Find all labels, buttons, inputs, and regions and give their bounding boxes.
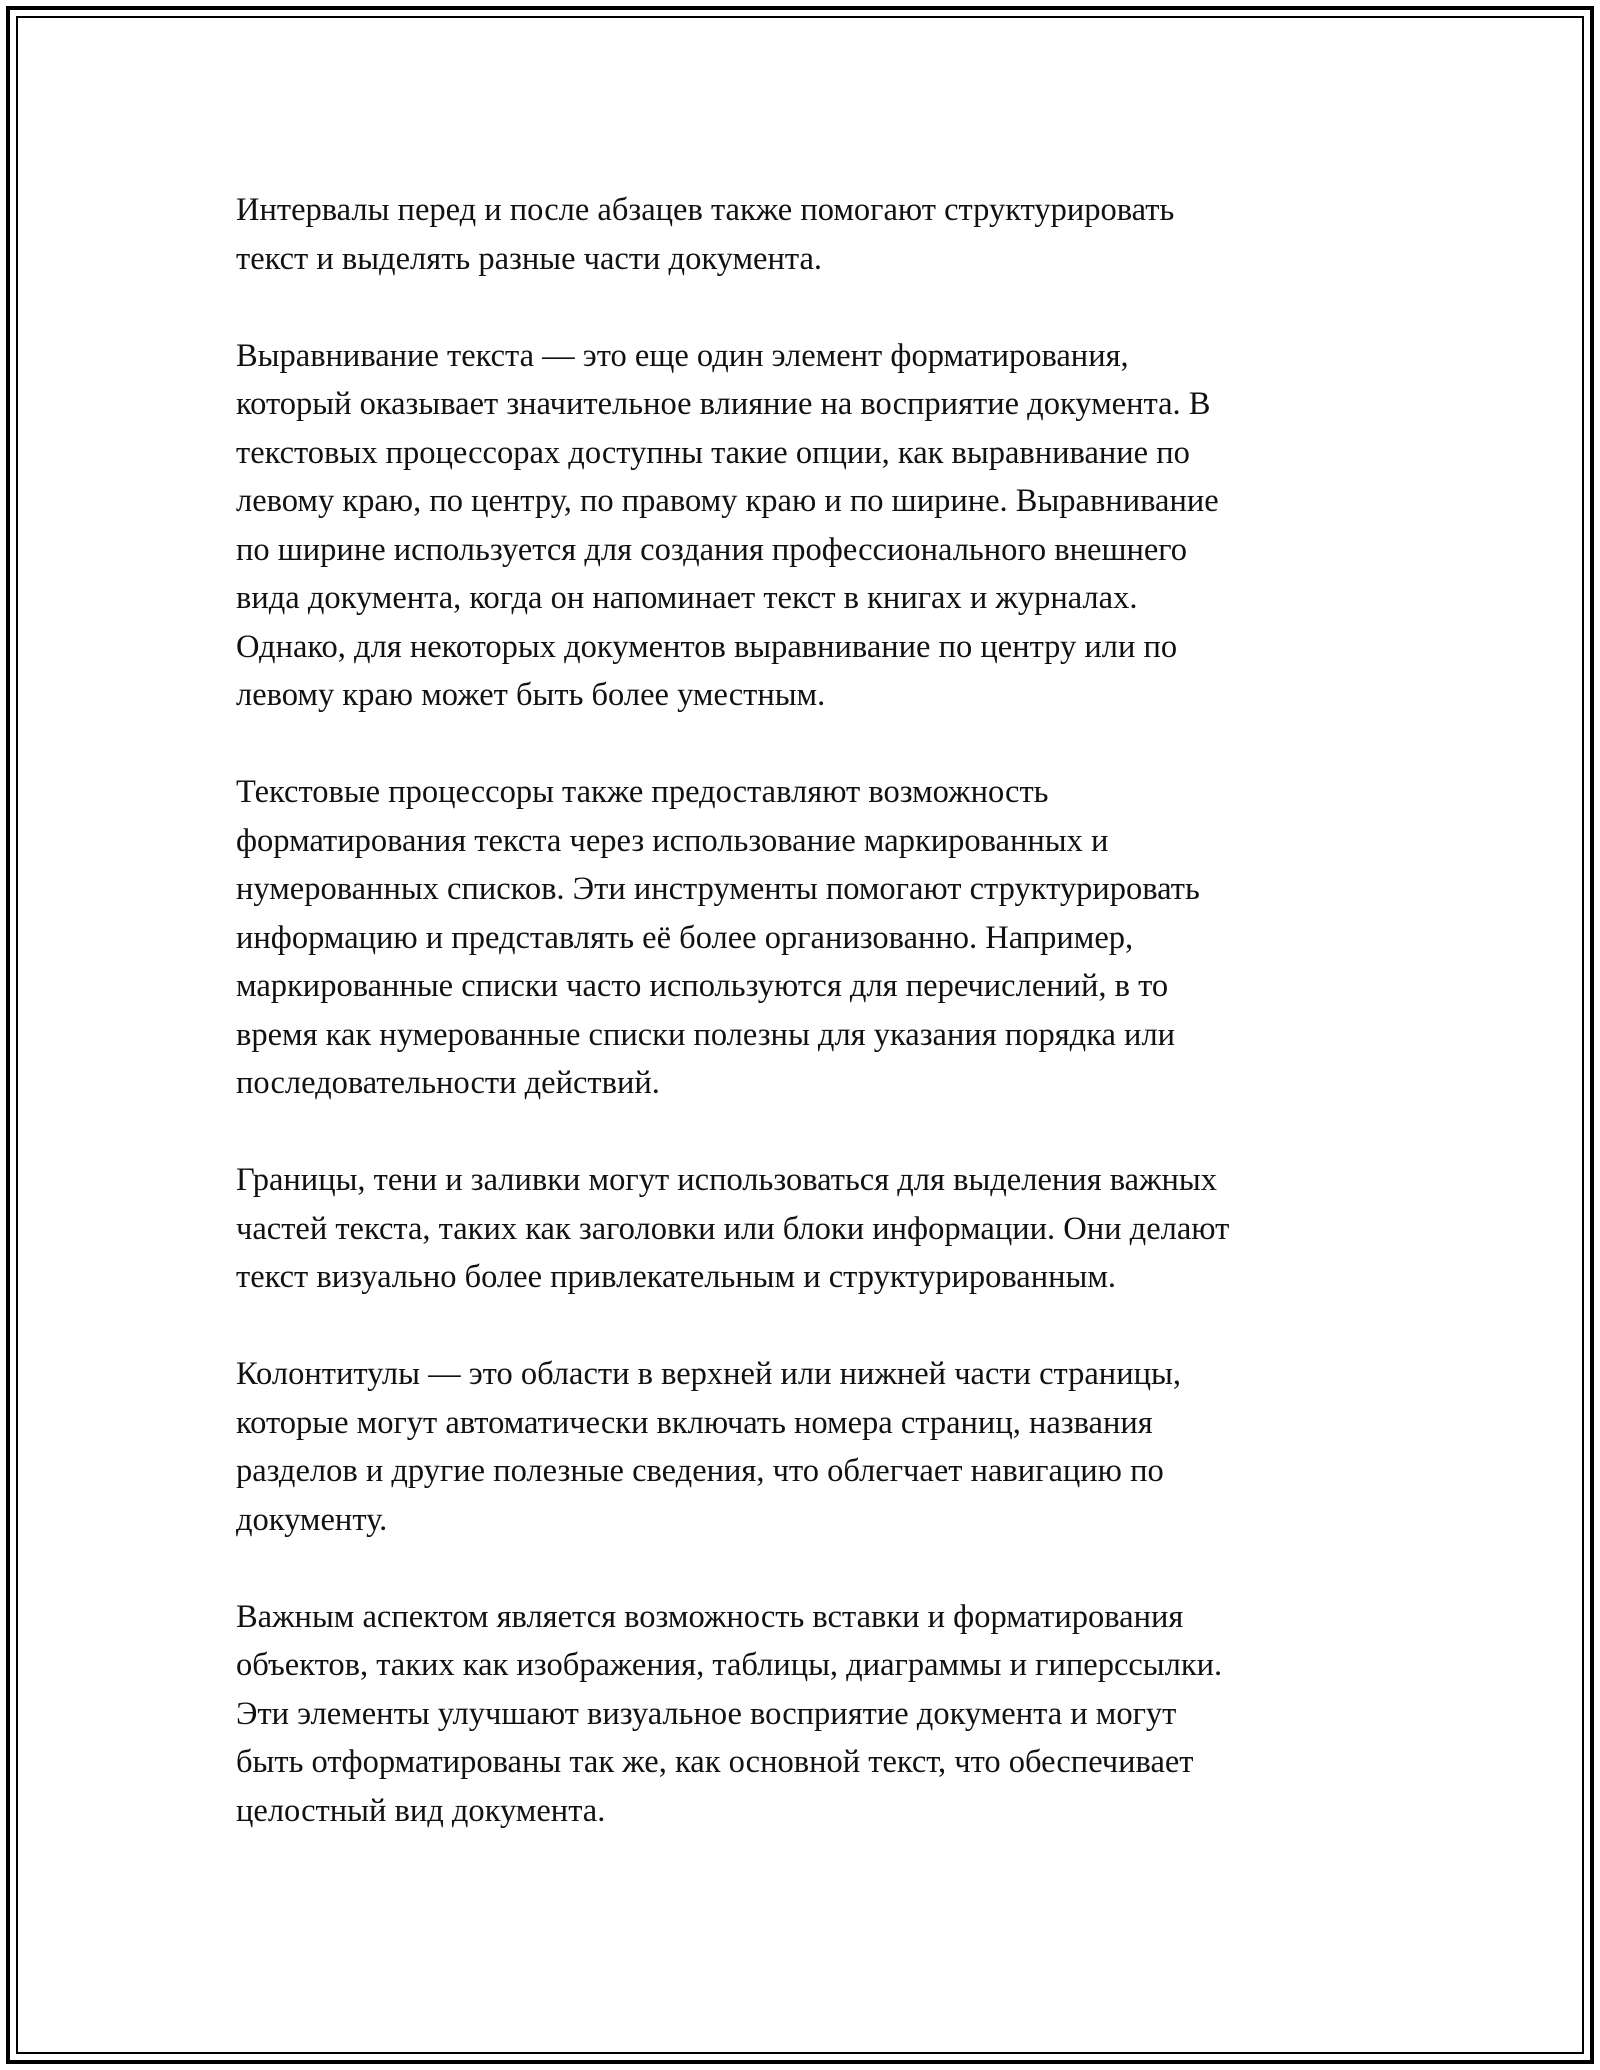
text-line: форматирования текста через использование маркированных и: [236, 822, 1109, 859]
text-line: объектов, таких как изображения, таблицы, диаграммы и гиперссылки.: [236, 1647, 1223, 1683]
text-line: Границы, тени и заливки могут использоваться для выделения важных: [236, 1162, 1218, 1198]
text-line: разделов и другие полезные сведения, что облегчает навигацию по: [236, 1453, 1164, 1489]
paragraph-lists: [236, 768, 1361, 1108]
text-line: Однако, для некоторых документов выравнивание по центру или по: [236, 628, 1178, 665]
paragraph-borders: [236, 1156, 1361, 1302]
text-line: левому краю, по центру, по правому краю и по ширине. Выравнивание: [236, 483, 1219, 519]
text-line: документу.: [236, 1501, 388, 1538]
paragraph-alignment: [236, 332, 1361, 720]
text-line: которые могут автоматически включать номера страниц, названия: [236, 1404, 1153, 1441]
text-line: вида документа, когда он напоминает текст в книгах и журналах.: [236, 580, 1138, 616]
text-line: быть отформатированы так же, как основной текст, что обеспечивает: [236, 1744, 1194, 1780]
text-line: Важным аспектом является возможность вставки и форматирования: [236, 1598, 1184, 1635]
text-line: Выравнивание текста — это еще один элемент форматирования,: [236, 337, 1129, 374]
text-line: по ширине используется для создания профессионального внешнего: [236, 531, 1188, 568]
text-line: левому краю может быть более уместным.: [236, 677, 826, 713]
text-line: последовательности действий.: [236, 1065, 660, 1101]
text-line: информацию и представлять её более организованно. Например,: [236, 919, 1134, 956]
document-body: [236, 186, 1361, 1835]
text-line: текстовых процессорах доступны такие опции, как выравнивание по: [236, 434, 1190, 471]
text-line: частей текста, таких как заголовки или блоки информации. Они делают: [236, 1210, 1230, 1247]
text-line: Текстовые процессоры также предоставляют возможность: [236, 774, 1049, 810]
text-line: текст и выделять разные части документа.: [236, 240, 823, 277]
text-line: Интервалы перед и после абзацев также помогают структурировать: [236, 192, 1175, 228]
text-line: время как нумерованные списки полезны для указания порядка или: [236, 1016, 1176, 1053]
text-line: Колонтитулы — это области в верхней или нижней части страницы,: [236, 1356, 1181, 1392]
text-line: маркированные списки часто используются для перечислений, в то: [236, 968, 1169, 1004]
text-line: Эти элементы улучшают визуальное восприятие документа и могут: [236, 1695, 1177, 1732]
text-line: текст визуально более привлекательным и структурированным.: [236, 1259, 1117, 1295]
text-line: целостный вид документа.: [236, 1792, 606, 1829]
text-line: который оказывает значительное влияние на восприятие документа. В: [236, 386, 1211, 422]
paragraph-headers-footers: [236, 1350, 1361, 1544]
paragraph-spacing: [236, 186, 1361, 283]
text-line: нумерованных списков. Эти инструменты помогают структурировать: [236, 871, 1200, 907]
paragraph-objects: [236, 1593, 1361, 1836]
